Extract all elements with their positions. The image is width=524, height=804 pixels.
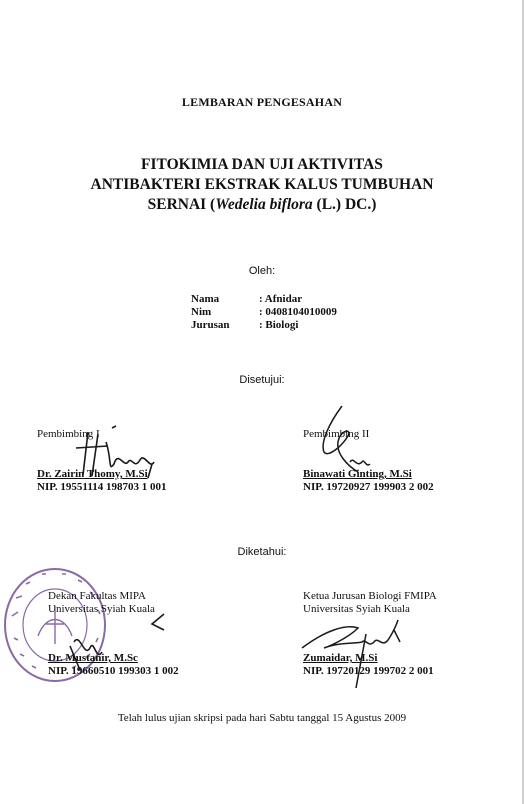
supervisor2-signature: [310, 402, 380, 480]
thesis-title-line3: [0, 195, 524, 215]
species-name: Wedelia biflora: [215, 196, 313, 213]
identity-value: : Biologi: [259, 319, 299, 331]
dept-head-role: Ketua Jurusan Biologi FMIPA: [303, 590, 437, 602]
dept-head-name: Zumaidar, M.Si: [303, 652, 378, 664]
dean-signature: [40, 602, 180, 672]
student-identity: [191, 293, 337, 332]
supervisor1-signature: [68, 420, 168, 482]
identity-key: Jurusan: [191, 319, 230, 331]
acknowledged-label: Diketahui:: [237, 546, 287, 558]
dept-head-signature: [296, 612, 416, 692]
identity-key: Nama: [191, 293, 220, 305]
by-label: Oleh:: [248, 265, 276, 277]
thesis-title-line2: ANTIBAKTERI EKSTRAK KALUS TUMBUHAN: [90, 176, 434, 193]
identity-value: : 0408104010009: [259, 306, 337, 318]
supervisor1-nip: NIP. 19551114 198703 1 001: [37, 481, 167, 493]
dean-university: Universitas Syiah Kuala: [48, 603, 155, 615]
dept-head-university: Universitas Syiah Kuala: [303, 603, 410, 615]
identity-row-name: [191, 293, 337, 306]
dean-nip: NIP. 19660510 199303 1 002: [48, 665, 179, 677]
supervisor2-nip: NIP. 19720927 199903 2 002: [303, 481, 434, 493]
identity-value: : Afnidar: [259, 293, 303, 305]
exam-passed-note: Telah lulus ujian skripsi pada hari Sabtu tanggal 15 Agustus 2009: [117, 712, 407, 724]
thesis-title-prefix: SERNAI (: [147, 196, 216, 213]
page-title: LEMBARAN PENGESAHAN: [181, 95, 343, 109]
thesis-title-line1: FITOKIMIA DAN UJI AKTIVITAS: [141, 156, 383, 173]
thesis-title-suffix: (L.) DC.): [312, 196, 377, 213]
dean-name: Dr. Mustanir, M.Sc: [48, 652, 138, 664]
supervisor1-name: Dr. Zairin Thomy, M.Si: [37, 468, 148, 480]
dean-role: Dekan Fakultas MIPA: [48, 590, 146, 602]
identity-row-department: [191, 319, 337, 332]
supervisor2-name: Binawati Ginting, M.Si: [303, 468, 412, 480]
supervisor1-role: Pembimbing I: [37, 428, 100, 440]
supervisor2-role: Pembimbing II: [303, 428, 370, 440]
approved-label: Disetujui:: [239, 374, 285, 386]
thesis-title: [0, 155, 524, 215]
identity-row-nim: [191, 306, 337, 319]
identity-key: Nim: [191, 306, 212, 318]
dept-head-nip: NIP. 19720129 199702 2 001: [303, 665, 434, 677]
